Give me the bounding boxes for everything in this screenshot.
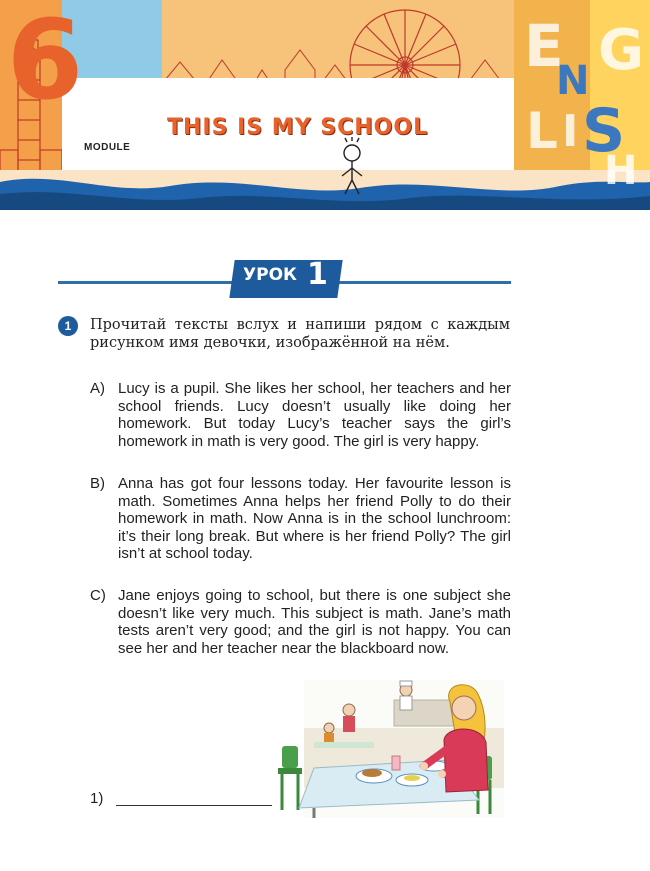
task-number-badge: 1 [58,316,78,336]
divider-right [338,281,511,284]
paragraph-text: Anna has got four lessons today. Her favourite lesson is math. Sometimes Anna helps her friend Polly to do their homework in math. Now Anna is in the school lunchroom: it’s their long break. But where is her friend Polly? The girl isn’t at school today. [118,475,511,562]
answer-line[interactable] [116,805,272,806]
answer-label: 1) [90,790,104,807]
english-letter: N [556,58,590,104]
module-label: MODULE [84,142,131,153]
english-letter: E [524,12,564,80]
lunchroom-illustration [274,680,504,818]
svg-text:6: 6 [6,0,84,112]
module-banner [0,0,650,210]
paragraph-letter: C) [90,587,106,604]
divider-left [58,281,234,284]
paragraph-text: Lucy is a pupil. She likes her school, her teachers and her school friends. Lucy doesn’t usually like doing her homework. But today Lucy’s teacher says the girl’s homework in math is very good. The girl is very happy. [118,380,511,450]
english-letter: L [526,102,558,160]
lesson-label: УРОК [243,265,297,285]
module-number-badge [0,0,90,112]
paragraph-letter: B) [90,475,105,492]
english-letter: I [562,106,579,157]
module-title: THIS IS MY SCHOOL [167,115,429,140]
task-instruction: Прочитай тексты вслух и напиши рядом с каждым рисунком имя девочки, изображённой на нём. [90,317,510,351]
paragraph-text: Jane enjoys going to school, but there is one subject she doesn’t like very much. This subject is math. Jane’s math tests aren’t very good; and the girl is not happy. You can see her and her teacher near the blackboard now. [118,587,511,657]
paragraph-letter: A) [90,380,105,397]
english-letter: S [582,96,626,166]
lesson-number: 1 [307,257,328,292]
english-letter: G [598,18,644,83]
english-letter: H [604,148,638,194]
